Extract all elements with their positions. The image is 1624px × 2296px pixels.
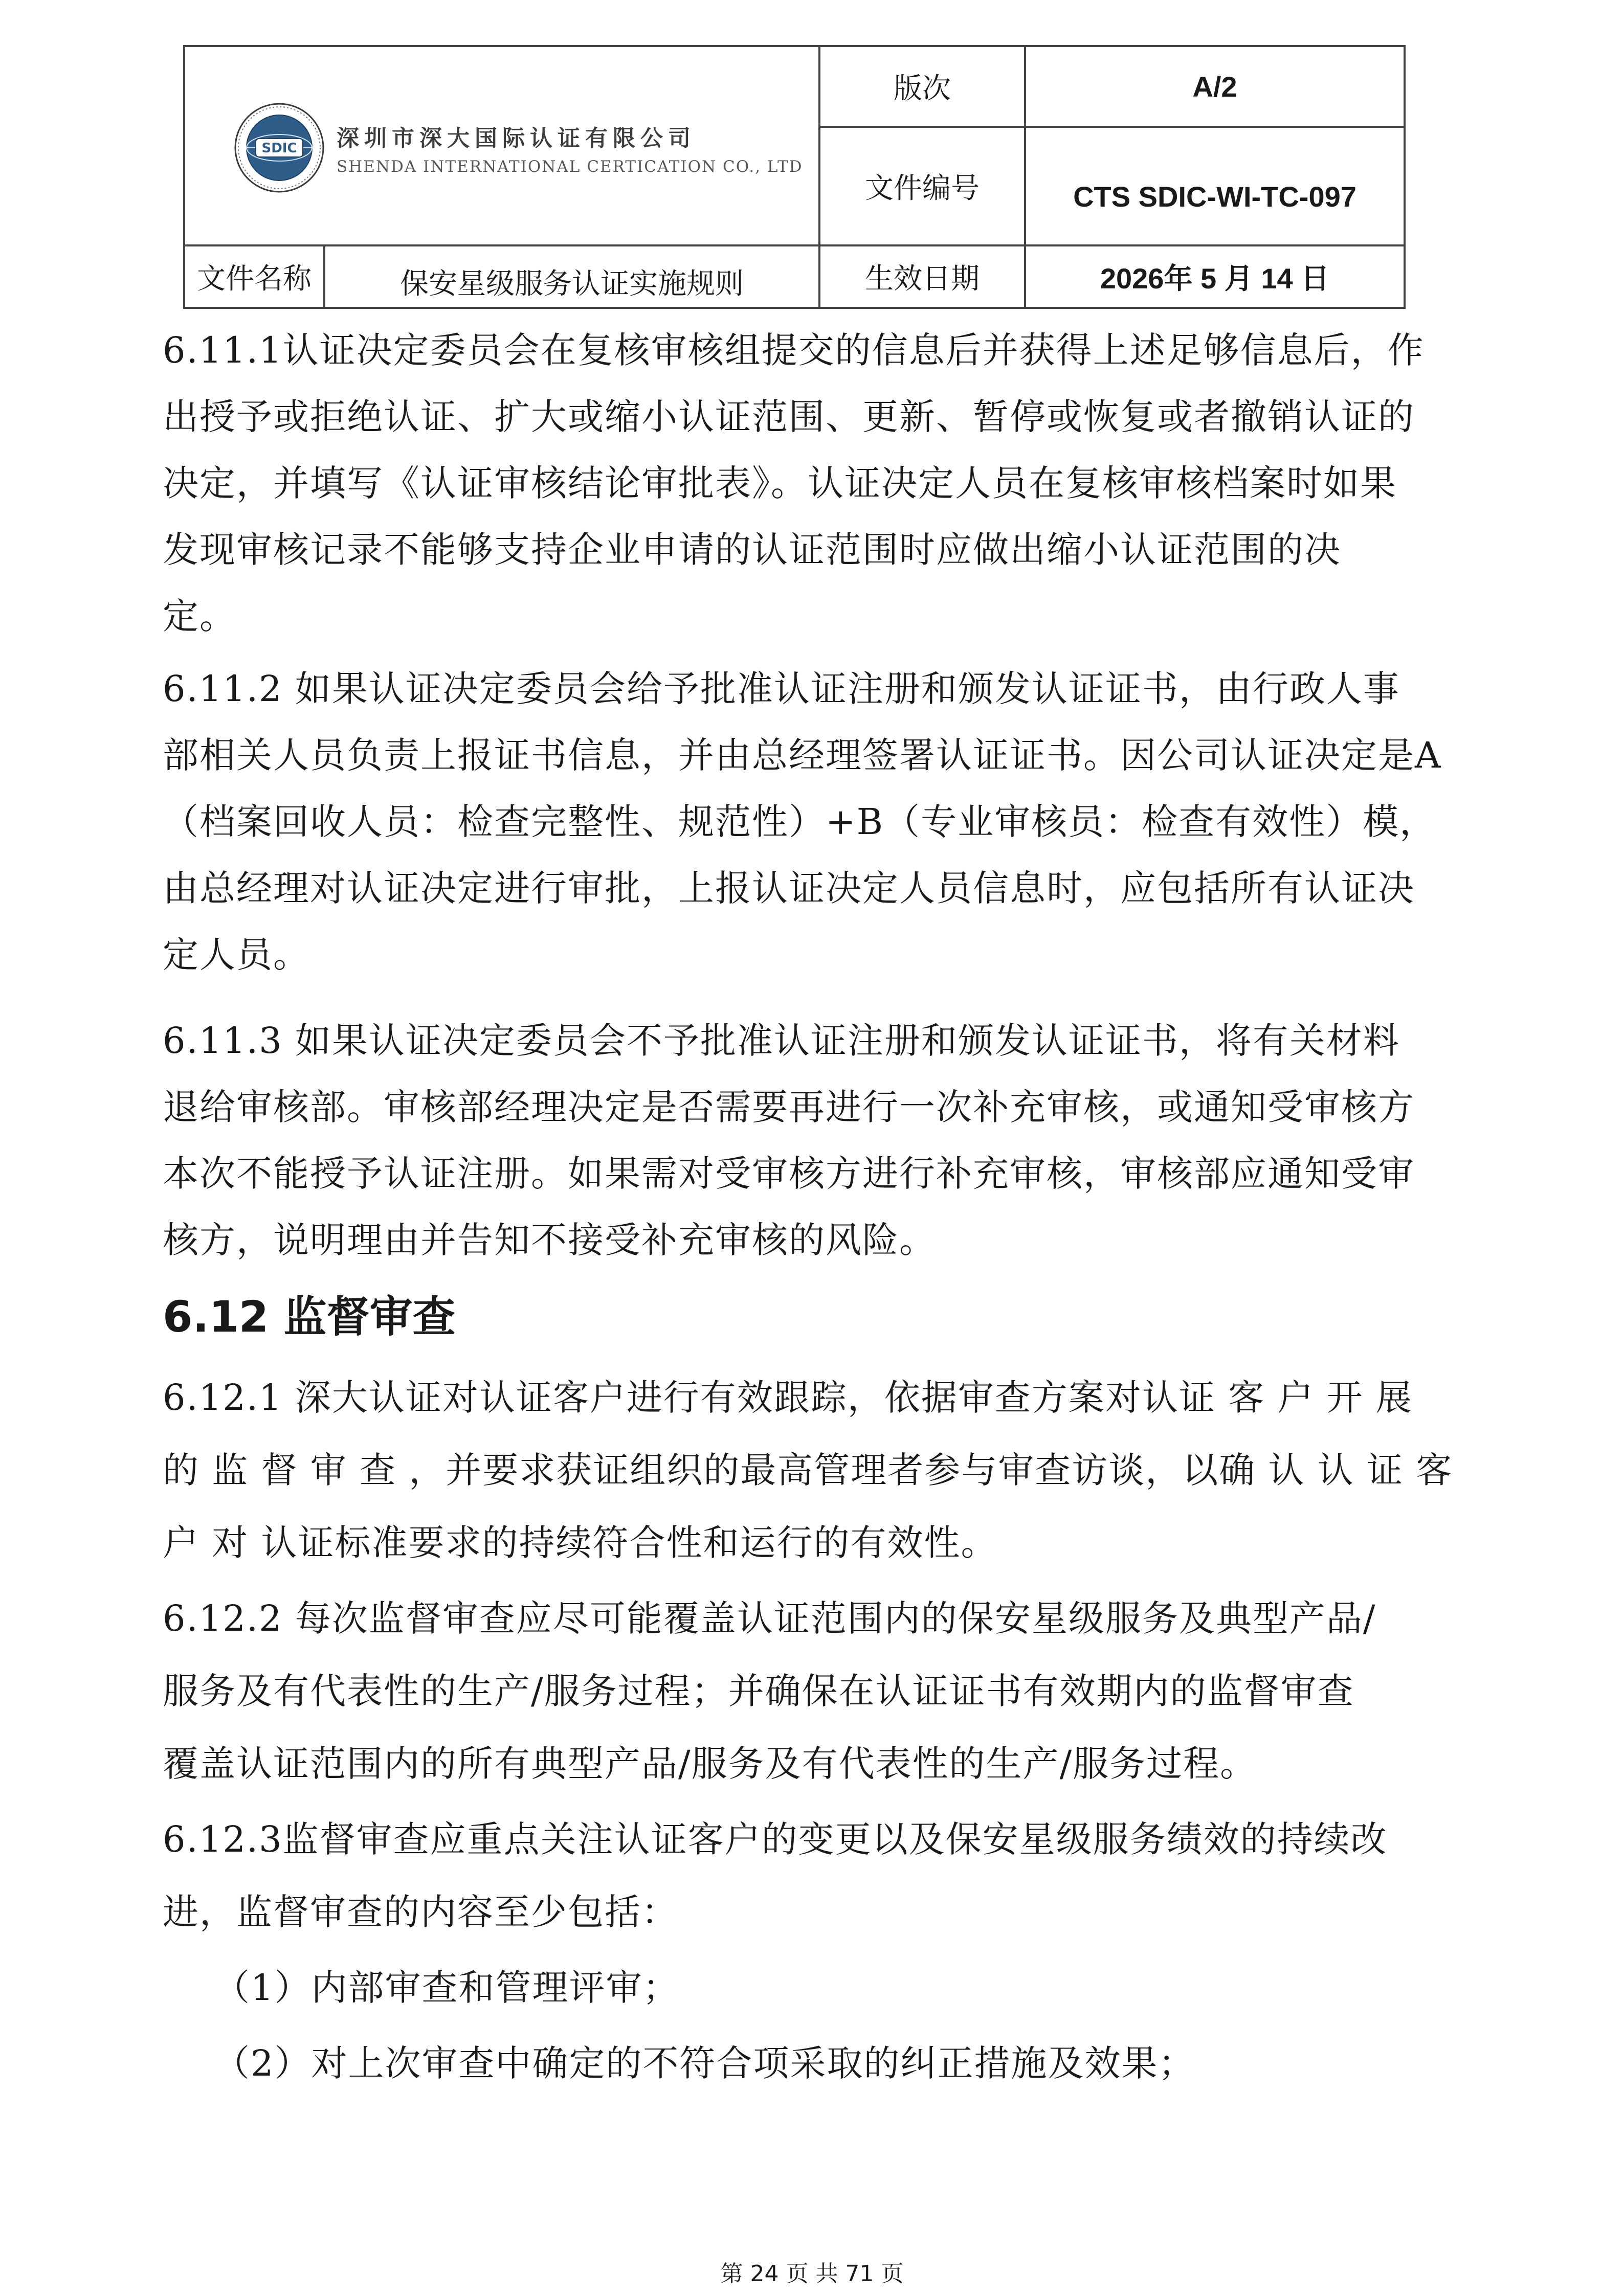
paragraph-6-11-3-line: 本次不能授予认证注册。如果需对受审核方进行补充审核，审核部应通知受审 xyxy=(163,1153,1415,1195)
paragraph-6-12-1-line: 6.12.1 深大认证对认证客户进行有效跟踪，依据审查方案对认证 客 户 开 展 xyxy=(163,1377,1413,1419)
paragraph-6-11-2-line: 由总经理对认证决定进行审批，上报认证决定人员信息时，应包括所有认证决 xyxy=(163,867,1415,909)
paragraph-6-11-2-line: 6.11.2 如果认证决定委员会给予批准认证注册和颁发认证证书，由行政人事 xyxy=(163,668,1400,710)
paragraph-6-11-3-line: 核方，说明理由并告知不接受补充审核的风险。 xyxy=(163,1219,936,1261)
paragraph-6-12-3-line: 进，监督审查的内容至少包括： xyxy=(163,1891,678,1933)
paragraph-6-11-1-line: 出授予或拒绝认证、扩大或缩小认证范围、更新、暂停或恢复或者撤销认证的 xyxy=(163,396,1415,438)
paragraph-6-11-3-line: 6.11.3 如果认证决定委员会不予批准认证注册和颁发认证证书，将有关材料 xyxy=(163,1020,1400,1062)
effective-date-label: 生效日期 xyxy=(865,262,980,296)
paragraph-6-12-2-line: 6.12.2 每次监督审查应尽可能覆盖认证范围内的保安星级服务及典型产品/ xyxy=(163,1597,1376,1639)
paragraph-6-11-2-line: （档案回收人员：检查完整性、规范性）+B（专业审核员：检查有效性）模， xyxy=(163,801,1437,843)
paragraph-6-12-3-line: 6.12.3监督审查应重点关注认证客户的变更以及保安星级服务绩效的持续改 xyxy=(163,1818,1388,1860)
company-seal-icon xyxy=(233,102,325,194)
doc-name-label: 文件名称 xyxy=(197,262,312,296)
paragraph-6-11-1-line: 定。 xyxy=(163,595,236,637)
paragraph-6-11-2-line: 定人员。 xyxy=(163,934,310,976)
paragraph-6-11-1-line: 决定，并填写《认证审核结论审批表》。认证决定人员在复核审核档案时如果 xyxy=(163,462,1397,504)
paragraph-6-12-2-line: 服务及有代表性的生产/服务过程；并确保在认证证书有效期内的监督审查 xyxy=(163,1670,1354,1712)
company-name-cn: 深圳市深大国际认证有限公司 xyxy=(337,125,696,151)
section-heading-6-12: 6.12 监督审查 xyxy=(163,1292,456,1342)
list-item: （1）内部审查和管理评审； xyxy=(214,1967,680,2009)
paragraph-6-11-2-line: 部相关人员负责上报证书信息，并由总经理签署认证证书。因公司认证决定是A xyxy=(163,734,1442,776)
doc-name-value: 保安星级服务认证实施规则 xyxy=(400,267,744,301)
list-item: （2）对上次审查中确定的不符合项采取的纠正措施及效果； xyxy=(214,2042,1195,2084)
paragraph-6-12-1-line: 户 对 认证标准要求的持续符合性和运行的有效性。 xyxy=(163,1522,998,1564)
paragraph-6-11-3-line: 退给审核部。审核部经理决定是否需要再进行一次补充审核，或通知受审核方 xyxy=(163,1086,1415,1128)
paragraph-6-11-1-line: 6.11.1认证决定委员会在复核审核组提交的信息后并获得上述足够信息后，作 xyxy=(163,329,1425,371)
company-name-en: SHENDA INTERNATIONAL CERTICATION CO., LTD xyxy=(337,157,803,176)
effective-date-value: 2026年 5 月 14 日 xyxy=(1100,262,1330,295)
company-logo xyxy=(187,49,820,246)
paragraph-6-12-1-line: 的 监 督 审 查 ，并要求获证组织的最高管理者参与审查访谈，以确 认 认 证 客 xyxy=(163,1449,1453,1491)
version-label: 版次 xyxy=(894,72,951,105)
version-value: A/2 xyxy=(1192,70,1237,103)
paragraph-6-12-2-line: 覆盖认证范围内的所有典型产品/服务及有代表性的生产/服务过程。 xyxy=(163,1743,1257,1785)
paragraph-6-11-1-line: 发现审核记录不能够支持企业申请的认证范围时应做出缩小认证范围的决 xyxy=(163,529,1341,571)
doc-number-value: CTS SDIC-WI-TC-097 xyxy=(1073,180,1356,213)
page-number: 第 24 页 共 71 页 xyxy=(720,2261,904,2287)
svg-text:SDIC: SDIC xyxy=(261,141,297,156)
document-header-table xyxy=(183,45,1406,309)
doc-number-label: 文件编号 xyxy=(865,172,980,205)
